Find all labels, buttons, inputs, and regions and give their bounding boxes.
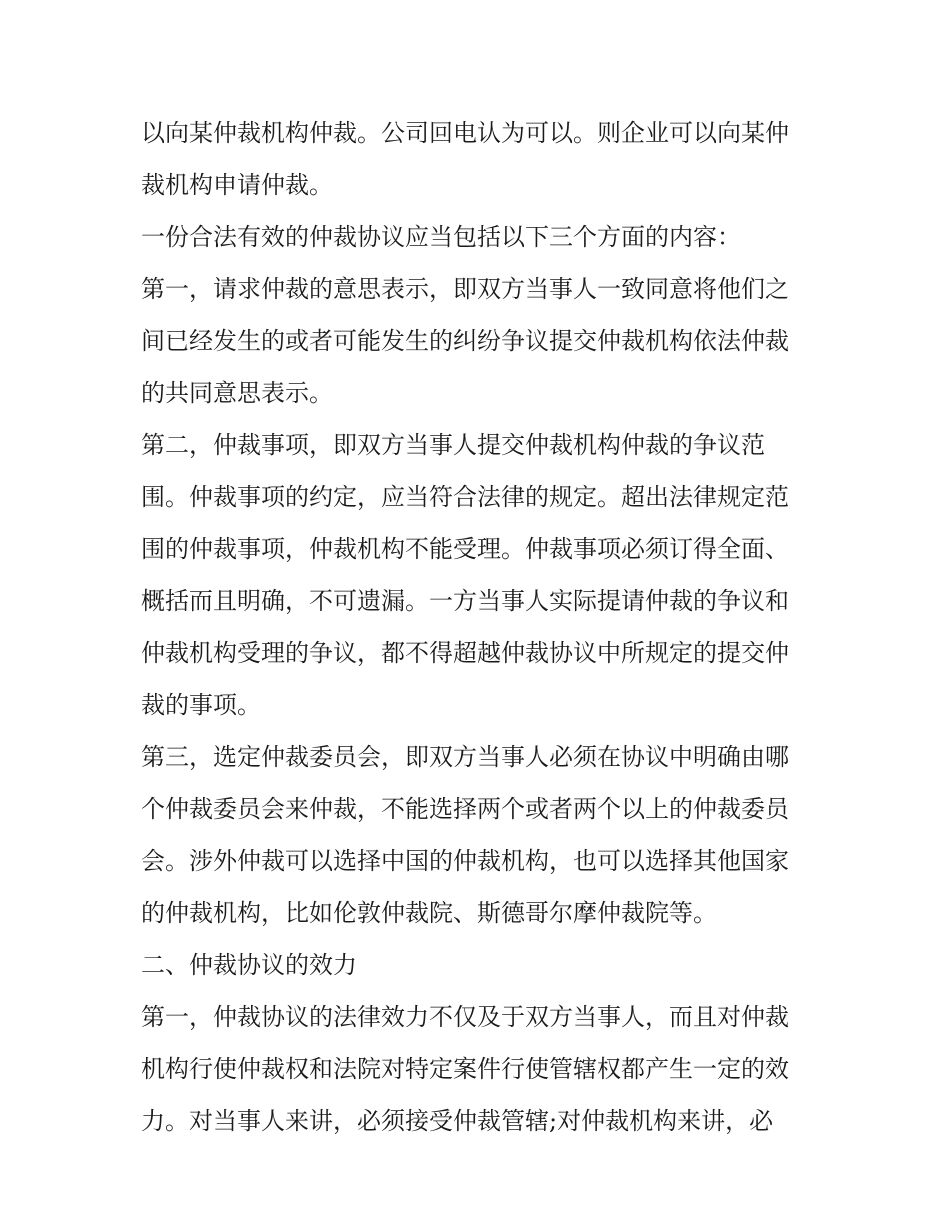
text-line: 围的仲裁事项，仲裁机构不能受理。仲裁事项必须订得全面、: [141, 535, 789, 563]
text-line: 裁的事项。: [141, 691, 261, 719]
text-line: 间已经发生的或者可能发生的纠纷争议提交仲裁机构依法仲裁: [141, 327, 789, 355]
text-line: 仲裁机构受理的争议，都不得超越仲裁协议中所规定的提交仲: [141, 639, 789, 667]
text-line: 机构行使仲裁权和法院对特定案件行使管辖权都产生一定的效: [141, 1055, 789, 1083]
text-line: 裁机构申请仲裁。: [141, 171, 333, 199]
text-line: 力。对当事人来讲，必须接受仲裁管辖;对仲裁机构来讲，必: [141, 1107, 774, 1135]
text-line: 的共同意思表示。: [141, 379, 333, 407]
text-line: 一份合法有效的仲裁协议应当包括以下三个方面的内容：: [141, 223, 741, 251]
text-line: 会。涉外仲裁可以选择中国的仲裁机构，也可以选择其他国家: [141, 847, 789, 875]
text-line: 的仲裁机构，比如伦敦仲裁院、斯德哥尔摩仲裁院等。: [141, 899, 717, 927]
text-line: 围。仲裁事项的约定，应当符合法律的规定。超出法律规定范: [141, 483, 789, 511]
text-line: 以向某仲裁机构仲裁。公司回电认为可以。则企业可以向某仲: [141, 119, 789, 147]
text-line: 第一，请求仲裁的意思表示，即双方当事人一致同意将他们之: [141, 275, 789, 303]
section-heading: 二、仲裁协议的效力: [141, 951, 357, 979]
text-line: 个仲裁委员会来仲裁，不能选择两个或者两个以上的仲裁委员: [141, 795, 789, 823]
text-line: 概括而且明确，不可遗漏。一方当事人实际提请仲裁的争议和: [141, 587, 789, 615]
document-body: [141, 107, 821, 1147]
text-line: 第三，选定仲裁委员会，即双方当事人必须在协议中明确由哪: [141, 743, 789, 771]
text-line: 第二，仲裁事项，即双方当事人提交仲裁机构仲裁的争议范: [141, 431, 765, 459]
text-line: 第一，仲裁协议的法律效力不仅及于双方当事人，而且对仲裁: [141, 1003, 789, 1031]
